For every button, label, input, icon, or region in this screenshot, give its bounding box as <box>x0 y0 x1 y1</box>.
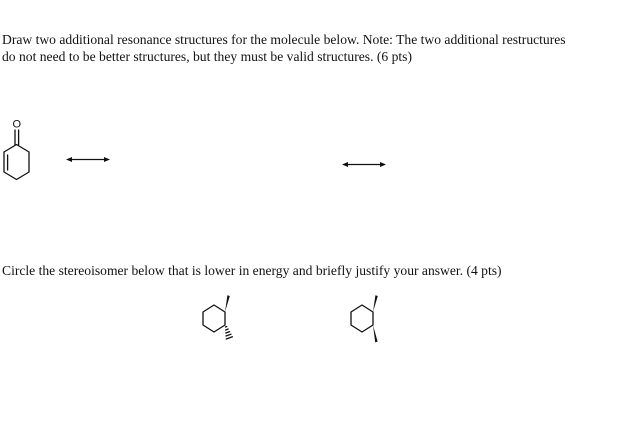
stereoisomer-1 <box>203 295 232 339</box>
oxygen-atom-label: O <box>12 118 22 131</box>
question-1-text-line-1: Draw two additional resonance structures for the molecule below. Note: The two additional restructures <box>2 32 566 47</box>
question-1-text-line-2: do not need to be better structures, but they must be valid structures. (6 pts) <box>2 49 412 64</box>
hash-bond-1 <box>226 327 233 340</box>
question-2-text: Circle the stereoisomer below that is lower in energy and briefly justify your answer. (4 pts) <box>2 263 502 278</box>
wedge-bond-3 <box>373 325 378 342</box>
cyclohexenone-structure <box>4 119 29 180</box>
cyclohexane-ring-1 <box>203 305 225 332</box>
resonance-arrow-2 <box>342 162 386 167</box>
stereoisomer-2 <box>351 295 378 342</box>
wedge-bond-1 <box>225 295 230 312</box>
wedge-bond-2 <box>373 295 378 312</box>
resonance-arrow-1 <box>66 157 110 162</box>
cyclohexane-ring-2 <box>351 305 373 332</box>
